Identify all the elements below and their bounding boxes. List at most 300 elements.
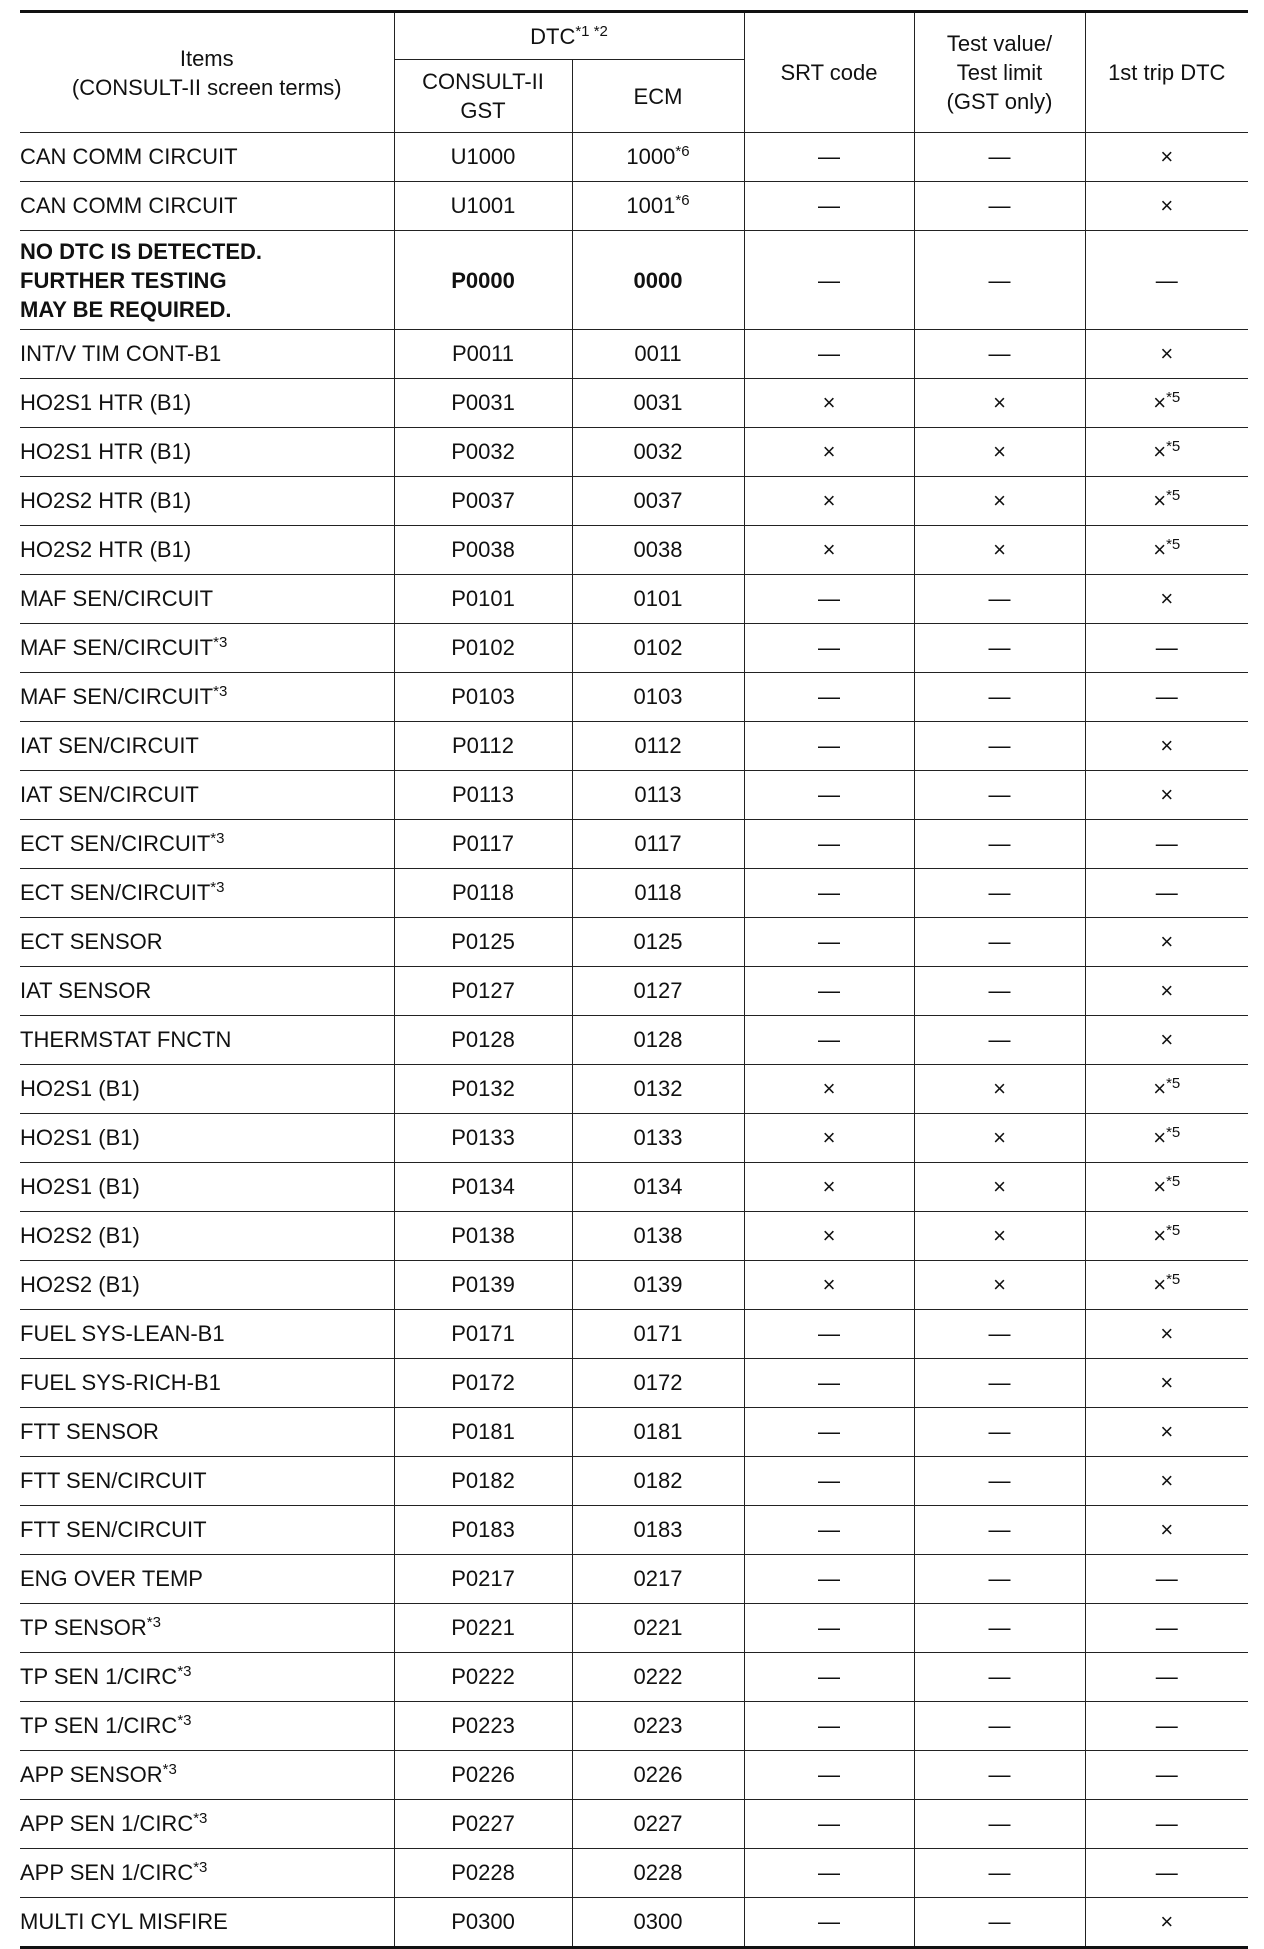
- cell-test: [914, 918, 1085, 967]
- cell-srt: [744, 1408, 914, 1457]
- cell-test: [914, 133, 1085, 182]
- ecm-code: 0128: [633, 1027, 683, 1052]
- cell-ecm: [572, 182, 744, 231]
- srt-mark: ×: [822, 390, 836, 415]
- cell-gst: [394, 1016, 572, 1065]
- srt-mark: —: [818, 880, 840, 905]
- cell-gst: [394, 1212, 572, 1261]
- cell-trip: [1085, 1898, 1248, 1948]
- test-mark: —: [988, 1321, 1011, 1346]
- cell-srt: [744, 1359, 914, 1408]
- ecm-code: 0031: [633, 390, 683, 415]
- ecm-footnote: *6: [675, 143, 690, 160]
- cell-test: [914, 477, 1085, 526]
- srt-mark: —: [818, 1321, 840, 1346]
- cell-trip: [1085, 1555, 1248, 1604]
- trip-footnote: *5: [1166, 1222, 1181, 1239]
- gst-code: P0038: [451, 537, 515, 562]
- cell-gst: [394, 526, 572, 575]
- cell-test: [914, 1114, 1085, 1163]
- table-row: [20, 820, 1248, 869]
- gst-code: P0181: [451, 1419, 515, 1444]
- srt-mark: ×: [822, 488, 836, 513]
- ecm-code: 0103: [633, 684, 683, 709]
- table-row: [20, 722, 1248, 771]
- trip-footnote: *5: [1166, 389, 1181, 406]
- item-text: APP SEN 1/CIRC: [20, 1860, 194, 1885]
- ecm-code: 0032: [633, 439, 683, 464]
- cell-item: [20, 624, 394, 673]
- cell-ecm: [572, 1016, 744, 1065]
- item-text: FUEL SYS-RICH-B1: [20, 1370, 221, 1395]
- trip-mark: ×: [1160, 1909, 1174, 1934]
- table-row: [20, 133, 1248, 182]
- cell-gst: [394, 133, 572, 182]
- srt-mark: ×: [822, 1272, 836, 1297]
- item-text: HO2S2 HTR (B1): [20, 488, 192, 513]
- gst-code: P0128: [451, 1027, 515, 1052]
- test-mark: —: [988, 1566, 1011, 1591]
- srt-mark: —: [818, 733, 840, 758]
- trip-mark: ×: [1160, 1370, 1174, 1395]
- cell-test: [914, 1898, 1085, 1948]
- item-text: IAT SEN/CIRCUIT: [20, 782, 199, 807]
- cell-item: [20, 1359, 394, 1408]
- cell-gst: [394, 624, 572, 673]
- cell-item: [20, 918, 394, 967]
- gst-code: U1001: [450, 193, 516, 218]
- table-row: [20, 967, 1248, 1016]
- cell-trip: [1085, 820, 1248, 869]
- srt-mark: ×: [822, 1174, 836, 1199]
- gst-code: P0138: [451, 1223, 515, 1248]
- gst-code: P0125: [451, 929, 515, 954]
- trip-mark: —: [1155, 1664, 1178, 1689]
- cell-gst: [394, 869, 572, 918]
- cell-ecm: [572, 231, 744, 330]
- cell-test: [914, 1506, 1085, 1555]
- item-text: MULTI CYL MISFIRE: [20, 1909, 228, 1934]
- cell-srt: [744, 1310, 914, 1359]
- cell-ecm: [572, 918, 744, 967]
- ecm-code: 0227: [633, 1811, 683, 1836]
- ecm-code: 0127: [633, 978, 683, 1003]
- cell-srt: [744, 379, 914, 428]
- srt-mark: ×: [822, 1223, 836, 1248]
- cell-test: [914, 1604, 1085, 1653]
- item-text: ECT SENSOR: [20, 929, 163, 954]
- header-consult: [394, 60, 572, 133]
- trip-footnote: *5: [1166, 1075, 1181, 1092]
- header-trip-label: 1st trip DTC: [1108, 60, 1226, 85]
- item-footnote: *3: [177, 1712, 192, 1729]
- gst-code: P0227: [451, 1811, 515, 1836]
- cell-ecm: [572, 428, 744, 477]
- srt-mark: —: [818, 831, 840, 856]
- cell-gst: [394, 1359, 572, 1408]
- cell-srt: [744, 1898, 914, 1948]
- cell-srt: [744, 1506, 914, 1555]
- cell-trip: [1085, 1751, 1248, 1800]
- item-text: HO2S2 HTR (B1): [20, 537, 192, 562]
- cell-gst: [394, 1408, 572, 1457]
- ecm-code: 1001: [626, 193, 676, 218]
- item-text: IAT SENSOR: [20, 978, 152, 1003]
- cell-trip: [1085, 1604, 1248, 1653]
- item-text: THERMSTAT FNCTN: [20, 1027, 232, 1052]
- table-row: [20, 1212, 1248, 1261]
- cell-trip: [1085, 869, 1248, 918]
- trip-footnote: *5: [1166, 438, 1181, 455]
- ecm-code: 0112: [634, 733, 682, 758]
- ecm-code: 0101: [633, 586, 683, 611]
- test-mark: ×: [993, 1125, 1006, 1150]
- item-text: TP SEN 1/CIRC: [20, 1713, 178, 1738]
- item-footnote: *3: [193, 1859, 208, 1876]
- cell-gst: [394, 1506, 572, 1555]
- test-mark: —: [988, 733, 1011, 758]
- table-row: [20, 771, 1248, 820]
- gst-code: P0228: [451, 1860, 515, 1885]
- gst-code: P0132: [451, 1076, 515, 1101]
- cell-ecm: [572, 1163, 744, 1212]
- trip-mark: ×: [1153, 1076, 1167, 1101]
- cell-ecm: [572, 771, 744, 820]
- gst-code: P0117: [452, 831, 514, 856]
- ecm-code: 0226: [633, 1762, 683, 1787]
- cell-test: [914, 182, 1085, 231]
- item-text: FUEL SYS-LEAN-B1: [20, 1321, 225, 1346]
- cell-srt: [744, 771, 914, 820]
- item-text: ECT SEN/CIRCUIT: [20, 831, 211, 856]
- ecm-code: 0117: [634, 831, 682, 856]
- srt-mark: —: [818, 782, 840, 807]
- cell-test: [914, 1016, 1085, 1065]
- item-text: MAF SEN/CIRCUIT: [20, 635, 214, 660]
- cell-trip: [1085, 1065, 1248, 1114]
- cell-gst: [394, 722, 572, 771]
- trip-mark: —: [1155, 267, 1178, 293]
- item-text-line2: FURTHER TESTING: [20, 267, 227, 293]
- cell-srt: [744, 1555, 914, 1604]
- test-mark: —: [988, 1419, 1011, 1444]
- cell-srt: [744, 575, 914, 624]
- header-items-line2: (CONSULT-II screen terms): [71, 74, 342, 100]
- cell-item: [20, 182, 394, 231]
- table-row: [20, 526, 1248, 575]
- ecm-code: 0000: [633, 267, 683, 293]
- cell-test: [914, 330, 1085, 379]
- ecm-code: 0183: [633, 1517, 683, 1542]
- header-srt-label: SRT code: [780, 60, 878, 85]
- cell-item: [20, 1506, 394, 1555]
- cell-ecm: [572, 722, 744, 771]
- cell-trip: [1085, 1849, 1248, 1898]
- srt-mark: —: [818, 978, 840, 1003]
- cell-ecm: [572, 820, 744, 869]
- header-test-line1: Test value/: [946, 31, 1053, 56]
- srt-mark: —: [818, 1517, 840, 1542]
- ecm-code: 0228: [633, 1860, 683, 1885]
- item-text: HO2S2 (B1): [20, 1223, 140, 1248]
- cell-trip: [1085, 1408, 1248, 1457]
- item-text: ENG OVER TEMP: [20, 1566, 203, 1591]
- table-row: [20, 1016, 1248, 1065]
- table-row: [20, 673, 1248, 722]
- item-text: APP SEN 1/CIRC: [20, 1811, 194, 1836]
- table-row: [20, 1702, 1248, 1751]
- ecm-code: 0038: [633, 537, 683, 562]
- cell-item: [20, 1408, 394, 1457]
- cell-gst: [394, 1310, 572, 1359]
- cell-gst: [394, 1653, 572, 1702]
- trip-mark: ×: [1153, 1125, 1167, 1150]
- cell-trip: [1085, 526, 1248, 575]
- cell-ecm: [572, 1457, 744, 1506]
- gst-code: P0134: [451, 1174, 515, 1199]
- cell-gst: [394, 1065, 572, 1114]
- cell-ecm: [572, 526, 744, 575]
- trip-footnote: *5: [1166, 1124, 1181, 1141]
- cell-test: [914, 1065, 1085, 1114]
- gst-code: P0171: [451, 1321, 515, 1346]
- item-text: CAN COMM CIRCUIT: [20, 193, 238, 218]
- cell-trip: [1085, 231, 1248, 330]
- srt-mark: —: [818, 1468, 840, 1493]
- cell-ecm: [572, 1261, 744, 1310]
- cell-trip: [1085, 575, 1248, 624]
- cell-ecm: [572, 1555, 744, 1604]
- cell-gst: [394, 330, 572, 379]
- cell-srt: [744, 182, 914, 231]
- gst-code: P0221: [451, 1615, 515, 1640]
- cell-srt: [744, 820, 914, 869]
- cell-trip: [1085, 379, 1248, 428]
- cell-trip: [1085, 1310, 1248, 1359]
- cell-gst: [394, 379, 572, 428]
- test-mark: —: [988, 144, 1011, 169]
- cell-trip: [1085, 1212, 1248, 1261]
- cell-srt: [744, 133, 914, 182]
- test-mark: —: [988, 1762, 1011, 1787]
- cell-ecm: [572, 477, 744, 526]
- cell-test: [914, 1310, 1085, 1359]
- cell-test: [914, 967, 1085, 1016]
- cell-trip: [1085, 918, 1248, 967]
- cell-srt: [744, 1751, 914, 1800]
- item-text-line3: MAY BE REQUIRED.: [20, 296, 232, 322]
- item-text: ECT SEN/CIRCUIT: [20, 880, 211, 905]
- trip-footnote: *5: [1166, 1173, 1181, 1190]
- trip-mark: ×: [1160, 733, 1174, 758]
- test-mark: ×: [993, 1223, 1006, 1248]
- trip-mark: —: [1155, 1713, 1178, 1738]
- cell-test: [914, 624, 1085, 673]
- cell-item: [20, 1016, 394, 1065]
- cell-test: [914, 1212, 1085, 1261]
- test-mark: —: [988, 1370, 1011, 1395]
- table-row: [20, 231, 1248, 330]
- cell-srt: [744, 1016, 914, 1065]
- trip-mark: ×: [1153, 1272, 1167, 1297]
- trip-mark: ×: [1160, 586, 1174, 611]
- trip-mark: ×: [1160, 1468, 1174, 1493]
- srt-mark: ×: [822, 1125, 836, 1150]
- item-footnote: *3: [210, 879, 225, 896]
- ecm-code: 0102: [633, 635, 683, 660]
- trip-mark: ×: [1153, 390, 1167, 415]
- gst-code: P0011: [452, 341, 514, 366]
- gst-code: P0127: [451, 978, 515, 1003]
- cell-test: [914, 1751, 1085, 1800]
- ecm-footnote: *6: [675, 192, 690, 209]
- item-text: FTT SEN/CIRCUIT: [20, 1468, 207, 1493]
- header-test: [914, 12, 1085, 133]
- cell-item: [20, 967, 394, 1016]
- table-row: [20, 1310, 1248, 1359]
- test-mark: —: [988, 193, 1011, 218]
- trip-mark: —: [1155, 1615, 1178, 1640]
- cell-srt: [744, 428, 914, 477]
- cell-item: [20, 428, 394, 477]
- item-text: APP SENSOR: [20, 1762, 163, 1787]
- cell-trip: [1085, 1457, 1248, 1506]
- ecm-code: 0182: [633, 1468, 683, 1493]
- cell-srt: [744, 918, 914, 967]
- header-test-line2: Test limit: [956, 60, 1043, 85]
- cell-item: [20, 1114, 394, 1163]
- cell-ecm: [572, 967, 744, 1016]
- cell-ecm: [572, 379, 744, 428]
- gst-code: P0182: [451, 1468, 515, 1493]
- cell-ecm: [572, 1898, 744, 1948]
- cell-gst: [394, 1261, 572, 1310]
- cell-srt: [744, 1261, 914, 1310]
- ecm-code: 0171: [633, 1321, 683, 1346]
- item-footnote: *3: [210, 830, 225, 847]
- test-mark: ×: [993, 390, 1006, 415]
- cell-srt: [744, 1457, 914, 1506]
- table-row: [20, 379, 1248, 428]
- srt-mark: —: [818, 1370, 840, 1395]
- test-mark: ×: [993, 488, 1006, 513]
- cell-trip: [1085, 624, 1248, 673]
- cell-gst: [394, 1555, 572, 1604]
- cell-trip: [1085, 1506, 1248, 1555]
- item-text: TP SEN 1/CIRC: [20, 1664, 178, 1689]
- ecm-code: 0217: [633, 1566, 683, 1591]
- srt-mark: ×: [822, 1076, 836, 1101]
- cell-item: [20, 1065, 394, 1114]
- srt-mark: —: [818, 1566, 840, 1591]
- srt-mark: —: [818, 1027, 840, 1052]
- cell-srt: [744, 1702, 914, 1751]
- table-row: [20, 1457, 1248, 1506]
- cell-gst: [394, 771, 572, 820]
- cell-srt: [744, 1163, 914, 1212]
- cell-gst: [394, 1800, 572, 1849]
- cell-item: [20, 1898, 394, 1948]
- cell-test: [914, 1555, 1085, 1604]
- cell-item: [20, 1310, 394, 1359]
- cell-test: [914, 1702, 1085, 1751]
- cell-srt: [744, 673, 914, 722]
- table-row: [20, 1898, 1248, 1948]
- cell-item: [20, 1702, 394, 1751]
- ecm-code: 0113: [634, 782, 682, 807]
- cell-srt: [744, 624, 914, 673]
- trip-mark: —: [1155, 880, 1178, 905]
- gst-code: P0101: [451, 586, 515, 611]
- cell-item: [20, 1261, 394, 1310]
- cell-srt: [744, 1604, 914, 1653]
- cell-item: [20, 869, 394, 918]
- header-dtc-label: DTC: [530, 23, 576, 49]
- trip-mark: ×: [1160, 193, 1174, 218]
- gst-code: P0223: [451, 1713, 515, 1738]
- cell-item: [20, 231, 394, 330]
- item-text: HO2S2 (B1): [20, 1272, 140, 1297]
- gst-code: U1000: [450, 144, 516, 169]
- table-row: [20, 575, 1248, 624]
- cell-ecm: [572, 330, 744, 379]
- table-row: [20, 1261, 1248, 1310]
- cell-test: [914, 1457, 1085, 1506]
- trip-mark: ×: [1153, 1223, 1167, 1248]
- srt-mark: ×: [822, 439, 836, 464]
- cell-ecm: [572, 1849, 744, 1898]
- cell-gst: [394, 182, 572, 231]
- cell-ecm: [572, 1702, 744, 1751]
- cell-srt: [744, 477, 914, 526]
- cell-srt: [744, 722, 914, 771]
- cell-test: [914, 1408, 1085, 1457]
- cell-gst: [394, 673, 572, 722]
- table-row: [20, 477, 1248, 526]
- dtc-table-page: [20, 10, 1248, 1949]
- table-row: [20, 330, 1248, 379]
- header-consult-line1: CONSULT-II: [422, 69, 544, 94]
- cell-test: [914, 771, 1085, 820]
- cell-item: [20, 133, 394, 182]
- cell-ecm: [572, 1653, 744, 1702]
- srt-mark: ×: [822, 537, 836, 562]
- header-trip: [1085, 12, 1248, 133]
- srt-mark: —: [818, 144, 840, 169]
- item-text: IAT SEN/CIRCUIT: [20, 733, 199, 758]
- cell-ecm: [572, 1800, 744, 1849]
- ecm-code: 0222: [633, 1664, 683, 1689]
- item-text: FTT SEN/CIRCUIT: [20, 1517, 207, 1542]
- item-text: MAF SEN/CIRCUIT: [20, 684, 214, 709]
- cell-trip: [1085, 1261, 1248, 1310]
- cell-ecm: [572, 575, 744, 624]
- cell-item: [20, 1751, 394, 1800]
- cell-trip: [1085, 1800, 1248, 1849]
- test-mark: —: [988, 341, 1011, 366]
- header-test-line3: (GST only): [946, 89, 1053, 114]
- trip-mark: ×: [1160, 341, 1174, 366]
- test-mark: —: [988, 1615, 1011, 1640]
- table-row: [20, 1408, 1248, 1457]
- cell-test: [914, 1653, 1085, 1702]
- gst-code: P0031: [451, 390, 515, 415]
- cell-item: [20, 1163, 394, 1212]
- test-mark: —: [988, 1811, 1011, 1836]
- ecm-code: 0139: [633, 1272, 683, 1297]
- srt-mark: —: [818, 1615, 840, 1640]
- cell-item: [20, 477, 394, 526]
